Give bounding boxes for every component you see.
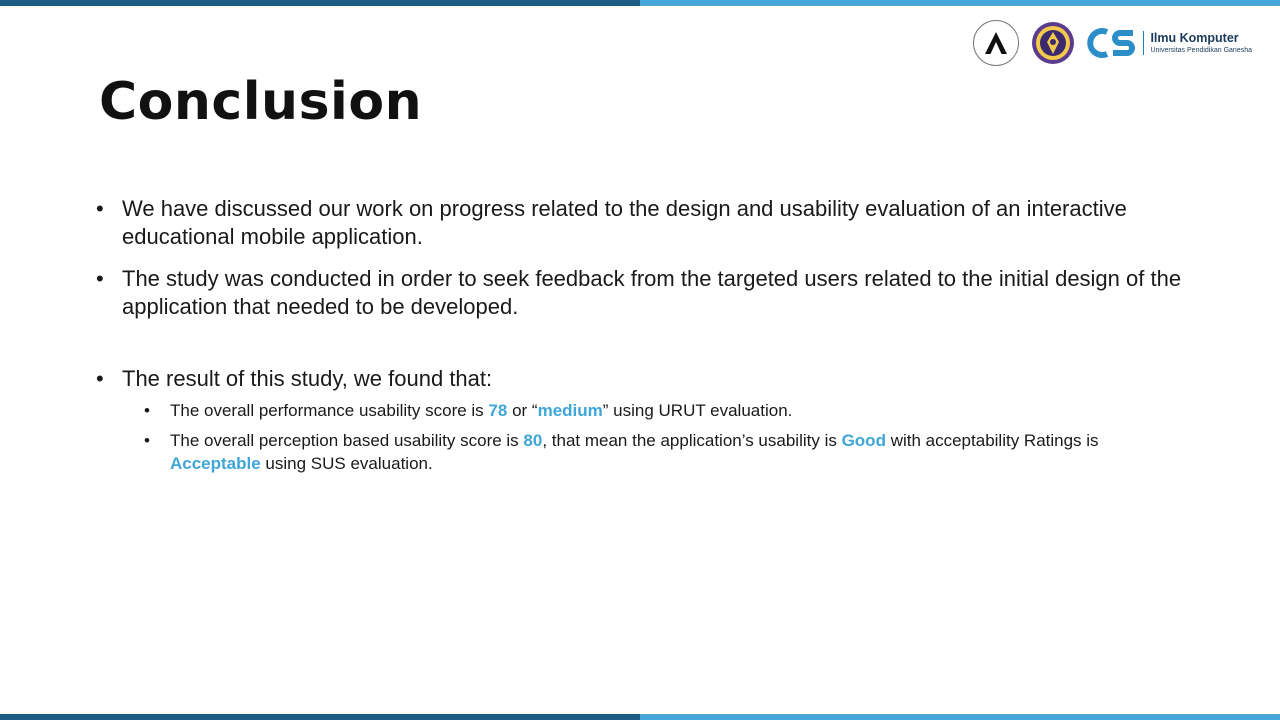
rating-good: Good [841,431,886,450]
sub-bullet-1 [144,399,1186,422]
slide-title: Conclusion [99,72,423,132]
logo-group [973,20,1252,66]
cs-logo-subtitle: Universitas Pendidikan Ganesha [1150,47,1252,54]
cs-logo [1087,26,1252,60]
bottom-bar-dark [0,714,640,720]
bullet-2: • The study was conducted in order to seek feedback from the targeted users related to the initial design of the application that needed to be developed. [96,265,1186,321]
rating-acceptable: Acceptable [170,454,261,473]
sub-bullet-list [144,399,1186,475]
text-segment: , that mean the application’s usability is [542,431,842,450]
top-bar-light [640,0,1280,6]
text-segment: using SUS evaluation. [260,454,433,473]
text-segment: or “ [507,401,538,420]
text-segment: ” using URUT evaluation. [602,401,793,420]
rating-medium: medium [537,401,603,420]
top-accent-bar [0,0,1280,6]
a-logo-icon [973,20,1019,66]
text-segment: The overall perception based usability score is [170,431,524,450]
score-78: 78 [488,401,508,420]
text-segment: with acceptability Ratings is [885,431,1099,450]
bullet-3: • The result of this study, we found that: [96,365,1186,393]
university-seal-icon [1031,20,1075,66]
bottom-bar-light [640,714,1280,720]
slide-content [96,195,1186,482]
text-segment: The overall performance usability score is [170,401,489,420]
cs-logo-icon [1087,26,1137,60]
score-80: 80 [523,431,543,450]
bottom-accent-bar [0,714,1280,720]
top-bar-dark [0,0,640,6]
bullet-1: • We have discussed our work on progress related to the design and usability evaluation of an interactive educational mobile application. [96,195,1186,251]
sub-bullet-2 [144,429,1186,475]
cs-logo-title: Ilmu Komputer [1150,31,1239,45]
